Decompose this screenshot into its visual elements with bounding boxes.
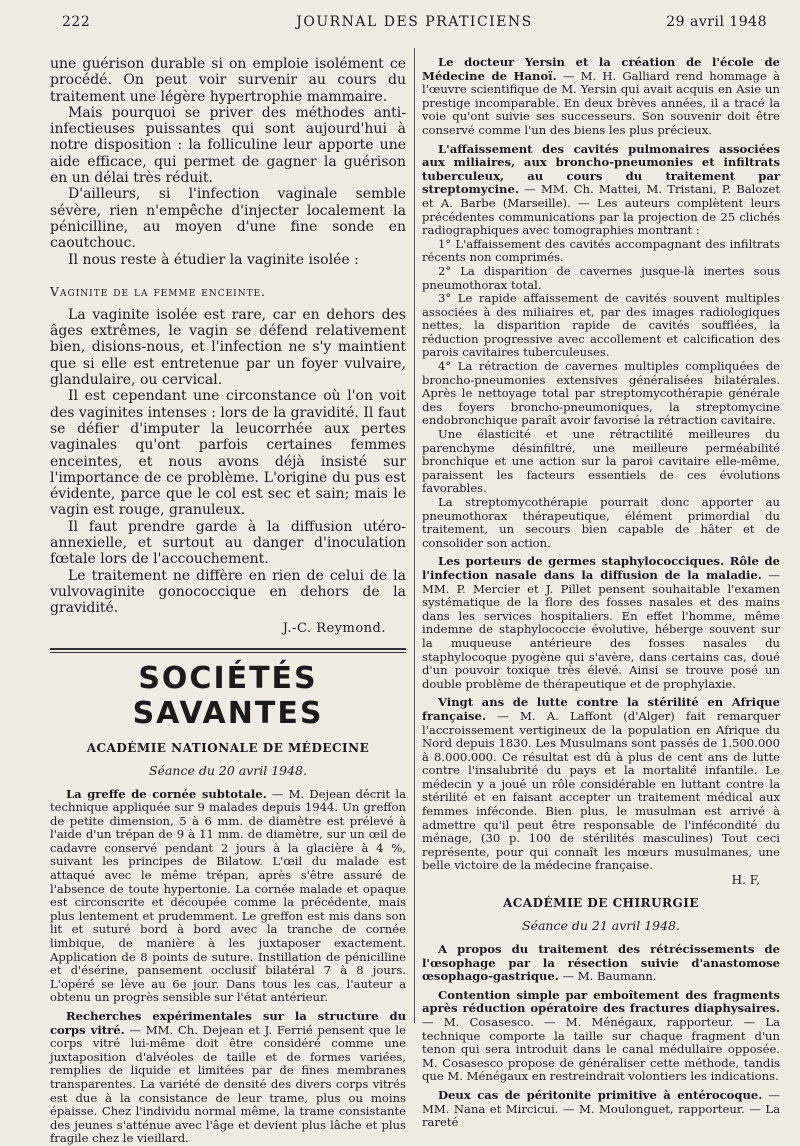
article-title: Le docteur Yersin et la création de l'école de Médecine de Hanoï.: [422, 55, 780, 83]
article-body: — MM. Ch. Dejean et J. Ferrié pensent que le corps vitré lui-même doit être considéré comme une juxtaposition d'alvéoles de taille et de formes variées, remplies de liquide et limitées par de fines membranes transparentes. La variété de densité des divers corps vitrés est due à la consistance de leur trame, plus ou moins épaisse. Chez l'individu normal même, la trame consistante des jeunes s'atténue avec l'âge et devient plus lâche et plus fragile chez le vieillard.: [50, 1022, 407, 1146]
paragraph: Il est cependant une circonstance où l'on voit des vaginites intenses : lors de la gravidité. Il faut se défier d'imputer la leucorrhée aux pertes vaginales qu'ont parfois certaines femmes enceintes, et nous avons déjà insisté sur l'importance de ce problème. L'origine du pus est évidente, parce que le col est sec et sain; mais le vagin est rouge, granuleux.: [50, 388, 406, 519]
article-title: La greffe de cornée subtotale.: [66, 786, 267, 801]
paragraph: Le traitement ne diffère en rien de celui de la vulvovaginite gonococcique en dehors de la gravidité.: [50, 567, 406, 617]
article-entry: [50, 1010, 406, 1146]
list-item: 2° La disparition de cavernes jusque-là inertes sous pneumothorax total.: [422, 263, 780, 292]
article-body: — M. H. Galliard rend hommage à l'œuvre scientifique de M. Yersin qui avait acquis en Asie un prestige incomparable. En deux brèves années, il a tracé la voie qu'ont suivie ses successeurs. Son souvenir doit être conservé comme l'un des biens les plus précieux.: [422, 68, 780, 137]
article-entry: [422, 696, 780, 873]
author-signature: J.-C. Reymond.: [282, 620, 386, 636]
list-item: 1° L'affaissement des cavités accompagnant des infiltrats récents non comprimés.: [422, 236, 780, 265]
section-banner: SOCIÉTÉS SAVANTES: [132, 660, 324, 731]
article-title: Les porteurs de germes staphylococciques. Rôle de l'infection nasale dans la diffusion de la maladie.: [422, 554, 780, 582]
article-entry: [422, 143, 780, 238]
issue-date: 29 avril 1948: [666, 14, 767, 30]
journal-title: JOURNAL DES PRATICIENS: [296, 14, 533, 30]
double-rule: [50, 648, 406, 653]
article-body: — M. Cosasesco. — M. Ménégaux, rapporteur. — La technique comporte la taille sur chaque fragment d'un tenon qui sera introduit dans le canal médullaire opposée. M. Cosasesco propose de généraliser cette méthode, tandis que M. Ménégaux en restreindrait volontiers les indications.: [422, 1015, 780, 1084]
article-title: Contention simple par emboîtement des fragments après réduction opératoire des fractures diaphysaires.: [422, 987, 780, 1016]
article-entry: [422, 56, 780, 138]
article-body: — MM. P. Mercier et J. Pillet pensent souhaitable l'examen systématique de la flore des fosses nasales et des mains dans les services hospitaliers. En effet l'homme, même indemne de staphylococcie évolutive, héberge souvent sur la muqueuse antérieure des fosses nasales du staphylocoque pyogène qui s'avère, dans certains cas, doué d'un pouvoir toxique très élevé. Ainsi se trouve posé un double problème de thérapeutique et de prophylaxie.: [422, 567, 780, 691]
article-body: — MM. Nana et Mircicui. — M. Moulonguet, rapporteur. — La rareté: [422, 1087, 781, 1130]
author-initials: H. F,: [731, 873, 760, 888]
list-item: 3° Le rapide affaissement de cavités souvent multiples associées à des miliaires et, par des images radiologiques nettes, la disparition rapide de cavités soufflées, la réduction progressive avec accollement et calcification des parois cavitaires tuberculeuses.: [422, 291, 780, 360]
paragraph: Mais pourquoi se priver des méthodes anti-infectieuses puissantes qui sont aujourd'hui à notre disposition : la folliculine leur apporte une aide efficace, qui permet de gagner la guérison en un délai très réduit.: [50, 104, 406, 187]
session-date: Séance du 21 avril 1948.: [522, 918, 680, 934]
article-body: — M. A. Laffont (d'Alger) fait remarquer l'accroissement vertigineux de la population en Afrique du Nord depuis 1830. Les Musulmans sont passés de 1.500.000 à 8.000.000. Ce résultat est dû à plus de cent ans de lutte contre l'insalubrité du pays et la mortalité infantile. Le médecin y a joué un rôle considérable en luttant contre la stérilité et en faisant accepter un traitement médical aux femmes inféconde. Bien plus, le musulman est arrivé à admettre qu'il peut être responsable de l'infécondité du ménage, (30 p. 100 de stérilités masculines) Tout ceci représente, pour qui connaît les mœurs musulmanes, une belle victoire de la médecine française.: [422, 708, 780, 873]
article-body: — M. Baumann.: [562, 969, 657, 984]
left-column: [50, 56, 406, 1146]
paragraph: Il faut prendre garde à la diffusion utéro-annexielle, et surtout au danger d'inoculation fœtale lors de l'accouchement.: [50, 518, 406, 568]
academy-heading: ACADÉMIE NATIONALE DE MÉDECINE: [86, 740, 370, 755]
right-column: [422, 56, 780, 1130]
paragraph: Il nous reste à étudier la vaginite isolée :: [68, 251, 359, 268]
article-entry: [50, 788, 406, 1006]
paragraph: Une élasticité et une rétractilité meilleures du parenchyme désinfiltré, une meilleure perméabilité bronchique et une action sur la paroi cavitaire elle-même, paraissent les facteurs essentiels de ces évolutions favorables.: [422, 427, 780, 496]
session-date: Séance du 20 avril 1948.: [149, 762, 307, 778]
paragraph: une guérison durable si on emploie isolément ce procédé. On peut voir survenir au cours du traitement une légère hypertrophie mammaire.: [50, 56, 406, 105]
section-heading: Vaginite de la femme enceinte.: [50, 283, 267, 299]
article-entry: [422, 943, 780, 984]
article-body: — MM. Ch. Mattei, M. Tristani, P. Balozet et A. Barbe (Marseille). — Les auteurs complètent leurs précédentes communications par la projection de 25 clichés radiographiques avec tomographies montrant :: [422, 182, 780, 238]
paragraph: D'ailleurs, si l'infection vaginale semble sévère, rien n'empêche d'injecter localement la pénicilline, au moyen d'une fine sonde en caoutchouc.: [50, 186, 406, 252]
column-divider: [414, 48, 415, 1023]
article-title: L'affaissement des cavités pulmonaires associées aux miliaires, aux broncho-pneumonies et infiltrats tuberculeux, au cours du traitement par streptomycine.: [422, 141, 780, 197]
list-item: 4° La rétraction de cavernes multiples compliquées de broncho-pneumonies extensives généralisées bilatérales. Après le nettoyage total par streptomycothérapie générale des foyers broncho-pneumoniques, la streptomycine endobronchique paraît avoir favorisé la rétraction cavitaire.: [422, 359, 780, 428]
academy-heading: ACADÉMIE DE CHIRURGIE: [502, 896, 700, 911]
article-title: Vingt ans de lutte contre la stérilité en Afrique française.: [422, 695, 780, 723]
article-body: — M. Dejean décrit la technique appliquée sur 9 malades depuis 1944. Un greffon de petite dimension, 5 à 6 mm. de diamètre est prélevé à l'aide d'un trépan de 9 à 11 mm. de diamètre, sur un œil de cadavre conservé pendant 2 jours à la glacière à 4 %, suivant les principes de Bilatow. L'œil du malade est attaqué avec le même trépan, après s'être assuré de l'absence de toute hypertonie. La cornée malade et opaque est circonscrite et découpée comme la précédente, mais plus lentement et prudemment. Le greffon est mis dans son lit et suturé bord à bord avec la tranche de cornée limbique, de manière à les juxtaposer exactement. Application de 8 points de suture. Instillation de pénicilline et d'ésérine, pansement occlusif bilatéral 7 à 8 jours. L'opéré se lève au 6e jour. Dans tous les cas, l'auteur a obtenu un progrès sensible sur l'état antérieur.: [50, 786, 406, 1005]
article-title: A propos du traitement des rétrécissements de l'œsophage par la résection suivie d'anastomose œsophago-gastrique.: [422, 942, 780, 984]
page-number: 222: [62, 14, 91, 30]
article-entry: [422, 555, 780, 691]
article-entry: [422, 1089, 780, 1130]
article-entry: [422, 989, 780, 1084]
paragraph: La vaginite isolée est rare, car en dehors des âges extrêmes, le vagin se défend relativement bien, disions-nous, et l'infection ne s'y maintient que si elle est entretenue par un foyer vulvaire, glandulaire, ou cervical.: [50, 306, 406, 389]
article-title: Recherches expérimentales sur la structure du corps vitré.: [50, 1009, 406, 1037]
page-header: [62, 12, 767, 34]
paragraph: La streptomycothérapie pourrait donc apporter au pneumothorax thérapeutique, élément primordial du traitement, un secours bien capable de hâter et de consolider son action.: [422, 495, 780, 550]
article-title: Deux cas de péritonite primitive à entérocoque.: [438, 1087, 763, 1102]
